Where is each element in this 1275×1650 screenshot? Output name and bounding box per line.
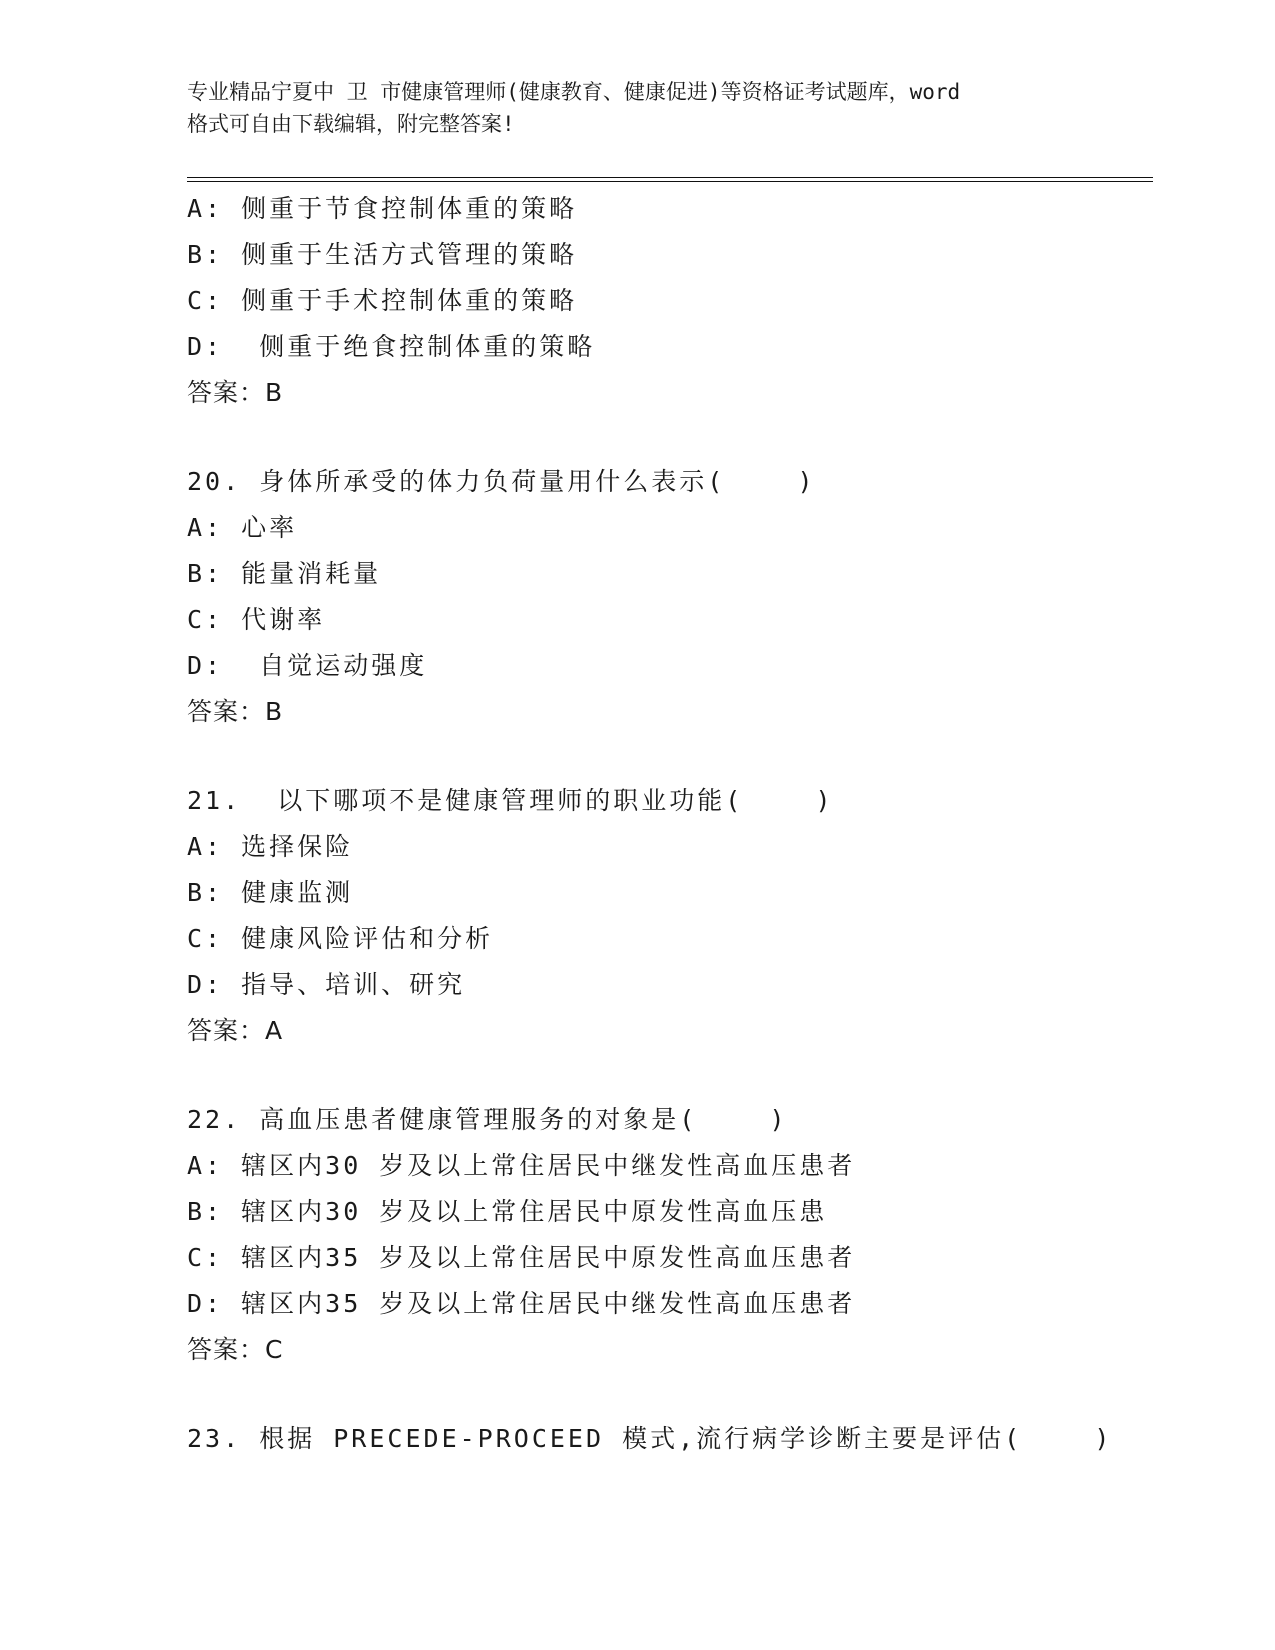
answer-line: 答案：B: [187, 378, 284, 407]
document-header: [187, 76, 1087, 140]
question-block: [187, 1416, 1147, 1462]
option-a: A: 辖区内30 岁及以上常住居民中继发性高血压患者: [187, 1151, 856, 1180]
question-block: [187, 778, 1147, 1054]
header-divider-bottom: [187, 181, 1153, 182]
option-b: B: 辖区内30 岁及以上常住居民中原发性高血压患: [187, 1197, 828, 1226]
header-line-2: 格式可自由下载编辑，附完整答案!: [187, 112, 515, 136]
option-c: C: 健康风险评估和分析: [187, 924, 494, 953]
question-stem: 22. 高血压患者健康管理服务的对象是( ): [187, 1105, 788, 1134]
option-d: D: 辖区内35 岁及以上常住居民中继发性高血压患者: [187, 1289, 856, 1318]
spacer: [187, 416, 1147, 459]
option-c: C: 辖区内35 岁及以上常住居民中原发性高血压患者: [187, 1243, 856, 1272]
answer-line: 答案：C: [187, 1335, 284, 1364]
option-b: B: 侧重于生活方式管理的策略: [187, 240, 578, 269]
question-stem: 20. 身体所承受的体力负荷量用什么表示( ): [187, 467, 816, 496]
spacer: [187, 1054, 1147, 1097]
header-line-1: 专业精品宁夏中 卫 市健康管理师(健康教育、健康促进)等资格证考试题库，word: [187, 80, 961, 104]
spacer: [187, 735, 1147, 778]
option-b: B: 能量消耗量: [187, 559, 382, 588]
header-divider-top: [187, 177, 1153, 178]
answer-line: 答案：B: [187, 697, 284, 726]
option-c: C: 侧重于手术控制体重的策略: [187, 286, 578, 315]
answer-line: 答案：A: [187, 1016, 284, 1045]
question-block: [187, 186, 1147, 416]
option-a: A: 心率: [187, 513, 298, 542]
question-block: [187, 1097, 1147, 1373]
option-a: A: 选择保险: [187, 832, 354, 861]
question-block: [187, 459, 1147, 735]
option-d: D: 自觉运动强度: [187, 651, 428, 680]
spacer: [187, 1373, 1147, 1416]
option-d: D: 指导、培训、研究: [187, 970, 466, 999]
question-list: [187, 186, 1147, 1462]
question-stem: 23. 根据 PRECEDE-PROCEED 模式,流行病学诊断主要是评估( ): [187, 1424, 1113, 1453]
question-stem: 21. 以下哪项不是健康管理师的职业功能( ): [187, 786, 834, 815]
option-b: B: 健康监测: [187, 878, 354, 907]
option-c: C: 代谢率: [187, 605, 326, 634]
option-a: A: 侧重于节食控制体重的策略: [187, 194, 578, 223]
option-d: D: 侧重于绝食控制体重的策略: [187, 332, 596, 361]
